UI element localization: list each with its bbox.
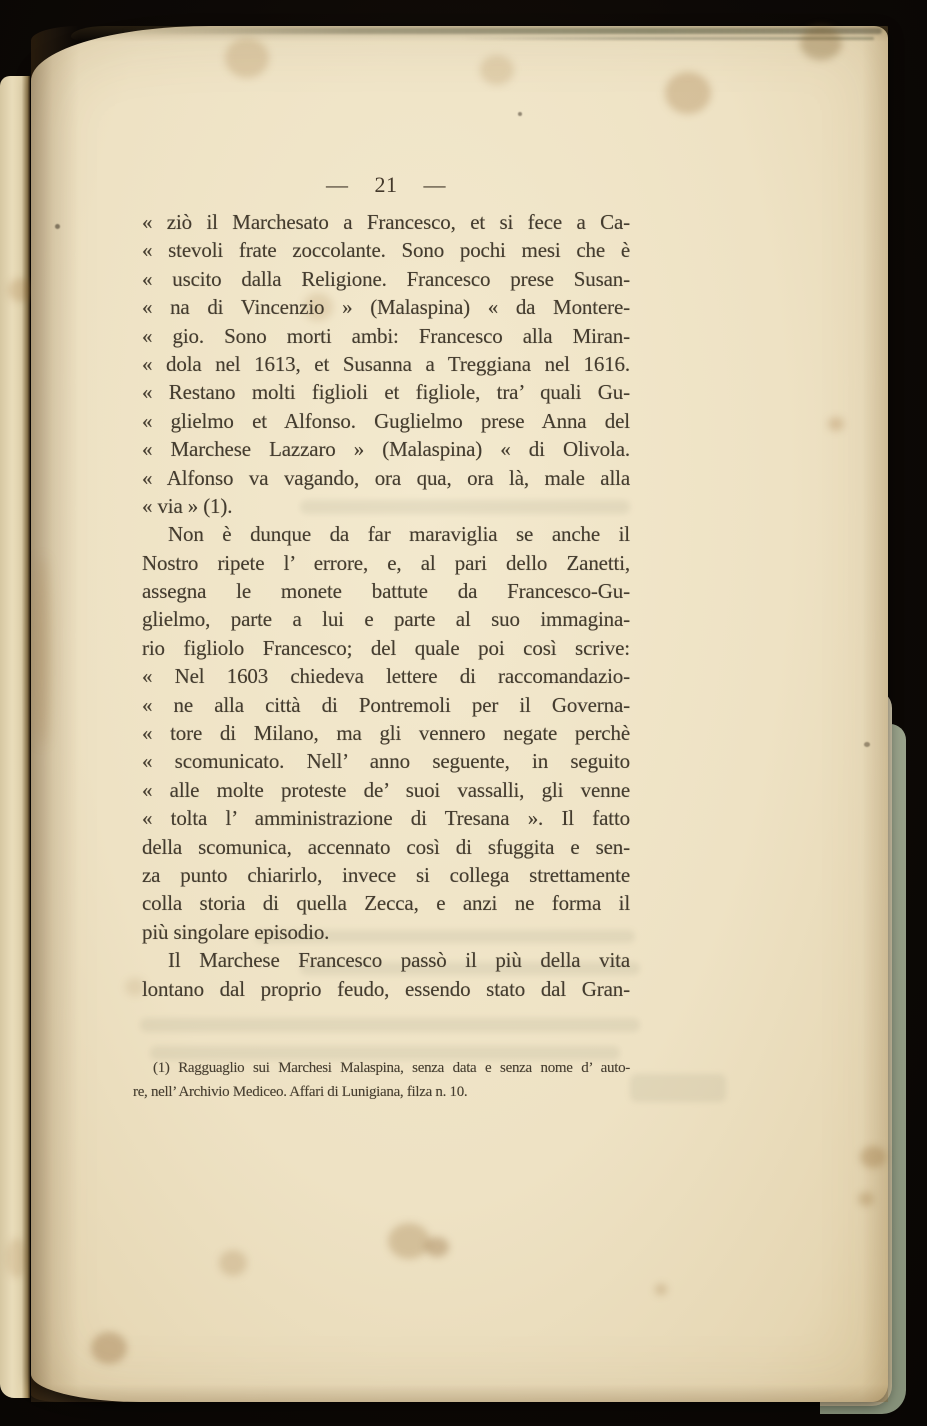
text-line: « ziò il Marchesato a Francesco, et si fece a Ca-	[142, 210, 630, 234]
footnote-line: re, nell’ Archivio Mediceo. Affari di Lunigiana, filza n. 10.	[133, 1084, 468, 1100]
text-line: « na di Vincenzio » (Malaspina) « da Montere-	[142, 295, 630, 320]
header-dash-left: —	[326, 172, 349, 197]
text-line: glielmo, parte a lui e parte al suo immagina-	[142, 607, 630, 632]
foxing-stain	[219, 1250, 247, 1276]
foxing-stain	[480, 55, 514, 85]
text-line: « gio. Sono morti ambi: Francesco alla Miran-	[142, 323, 630, 348]
text-line: « dola nel 1613, et Susanna a Treggiana nel 1616.	[142, 351, 630, 376]
text-line: « stevoli frate zoccolante. Sono pochi mesi che è	[142, 238, 630, 263]
ink-speck	[518, 112, 522, 116]
text-line: rio figliolo Francesco; del quale poi così scrive:	[142, 635, 630, 660]
show-through-smudge	[140, 1018, 640, 1032]
show-through-smudge	[630, 1074, 726, 1102]
text-line: « Restano molti figlioli et figliole, tra’ quali Gu-	[142, 380, 630, 405]
text-line: « Marchese Lazzaro » (Malaspina) « di Olivola.	[142, 437, 630, 462]
text-line: za punto chiarirlo, invece si collega strettamente	[142, 862, 630, 887]
header-dash-right: —	[423, 172, 446, 197]
page-edge-shade	[862, 26, 888, 1402]
text-line: più singolare episodio.	[142, 919, 330, 944]
text-line: Non è dunque da far maraviglia se anche il	[168, 522, 630, 547]
deckle-edge	[121, 28, 882, 34]
text-line: « scomunicato. Nell’ anno seguente, in seguito	[142, 749, 630, 774]
text-line: « tolta l’ amministrazione di Tresana ». Il fatto	[142, 806, 630, 831]
page-number: 21	[374, 172, 398, 197]
text-line: « tore di Milano, ma gli vennero negate perchè	[142, 721, 630, 746]
foxing-stain	[665, 72, 711, 114]
text-line: della scomunica, accennato così di sfuggita e sen-	[142, 834, 630, 859]
text-line: « alle molte proteste de’ suoi vassalli, gli venne	[142, 777, 630, 802]
foxing-stain	[91, 1332, 127, 1364]
footnote-line: (1) Ragguaglio sui Marchesi Malaspina, senza data e senza nome d’ auto-	[153, 1060, 630, 1076]
foxing-stain	[828, 417, 844, 431]
text-line: « Alfonso va vagando, ora qua, ora là, male alla	[142, 465, 630, 490]
foxing-stain	[425, 1237, 449, 1257]
text-line: « Nel 1603 chiedeva lettere di raccomandazio-	[142, 664, 630, 689]
footnote	[133, 1056, 630, 1104]
page-edge-shade	[31, 1384, 888, 1402]
facing-page-edge	[0, 76, 30, 1398]
text-line: Il Marchese Francesco passò il più della vita	[168, 948, 630, 973]
book-page	[31, 26, 888, 1402]
text-line: « glielmo et Alfonso. Guglielmo prese Anna del	[142, 408, 630, 433]
body-text	[142, 208, 630, 1003]
text-line: colla storia di quella Zecca, e anzi ne forma il	[142, 891, 630, 916]
foxing-stain	[388, 1223, 430, 1259]
text-line: lontano dal proprio feudo, essendo stato dal Gran-	[142, 976, 630, 1001]
gutter-shadow	[31, 26, 79, 1402]
text-line: Nostro ripete l’ errore, e, al pari dello Zanetti,	[142, 550, 630, 575]
page-number-header	[142, 172, 630, 198]
text-line: assegna le monete battute da Francesco-Gu-	[142, 579, 630, 604]
deckle-edge	[461, 37, 874, 40]
text-line: « via » (1).	[142, 493, 233, 518]
text-line: « uscito dalla Religione. Francesco prese Susan-	[142, 266, 630, 291]
text-line: « ne alla città di Pontremoli per il Governa-	[142, 692, 630, 717]
foxing-stain	[225, 38, 269, 78]
foxing-stain	[6, 1238, 28, 1278]
foxing-stain	[655, 1284, 667, 1295]
